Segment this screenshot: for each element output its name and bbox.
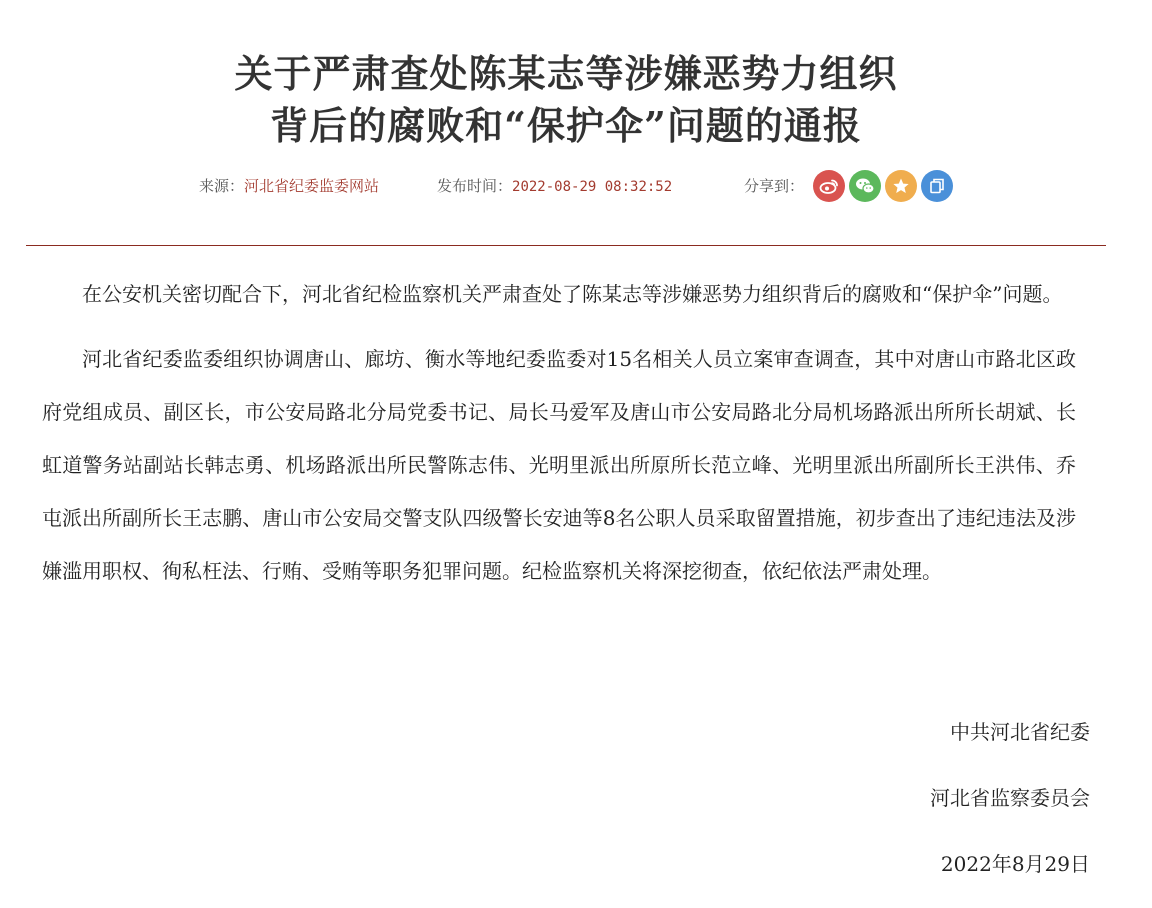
copy-link-icon bbox=[928, 177, 946, 195]
source-info bbox=[199, 170, 379, 202]
share-qzone-button[interactable] bbox=[885, 170, 917, 202]
publish-label: 发布时间： bbox=[437, 177, 513, 195]
article-title bbox=[0, 48, 1132, 152]
article-paragraph-2: 河北省纪委监委组织协调唐山、廊坊、衡水等地纪委监委对15名相关人员立案审查调查，其中对唐山市路北区政府党组成员、副区长，市公安局路北分局党委书记、局长马爱军及唐山市公安局路北分局机场路派出所所长胡斌、长虹道警务站副站长韩志勇、机场路派出所民警陈志伟、光明里派出所原所长范立峰、光明里派出所副所长王洪伟、乔屯派出所副所长王志鹏、唐山市公安局交警支队四级警长安迪等8名公职人员采取留置措施，初步查出了违纪违法及涉嫌滥用职权、徇私枉法、行贿、受贿等职务犯罪问题。纪检监察机关将深挖彻查，依纪依法严肃处理。 bbox=[42, 347, 1076, 583]
article-body bbox=[42, 268, 1076, 610]
article-title-line-1: 关于严肃查处陈某志等涉嫌恶势力组织 bbox=[234, 51, 898, 96]
qzone-star-icon bbox=[892, 177, 910, 195]
share-buttons bbox=[813, 170, 953, 202]
source-label: 来源： bbox=[199, 177, 245, 195]
wechat-icon bbox=[855, 177, 875, 195]
signature-commission: 中共河北省纪委 bbox=[950, 720, 1090, 744]
weibo-icon bbox=[819, 178, 839, 194]
article-meta bbox=[0, 170, 1152, 202]
publish-time bbox=[437, 170, 672, 203]
share-wechat-button[interactable] bbox=[849, 170, 881, 202]
share-label: 分享到： bbox=[744, 177, 805, 195]
article-paragraph-1: 在公安机关密切配合下，河北省纪检监察机关严肃查处了陈某志等涉嫌恶势力组织背后的腐败和“保护伞”问题。 bbox=[82, 282, 1063, 306]
title-divider bbox=[26, 245, 1106, 246]
signature-supervision: 河北省监察委员会 bbox=[930, 786, 1090, 810]
share-weibo-button[interactable] bbox=[813, 170, 845, 202]
source-link[interactable]: 河北省纪委监委网站 bbox=[244, 177, 380, 195]
share-copy-button[interactable] bbox=[921, 170, 953, 202]
article-title-line-2: 背后的腐败和“保护伞”问题的通报 bbox=[270, 103, 862, 148]
signature-date: 2022年8月29日 bbox=[940, 852, 1090, 876]
publish-value: 2022-08-29 08:32:52 bbox=[512, 179, 673, 195]
